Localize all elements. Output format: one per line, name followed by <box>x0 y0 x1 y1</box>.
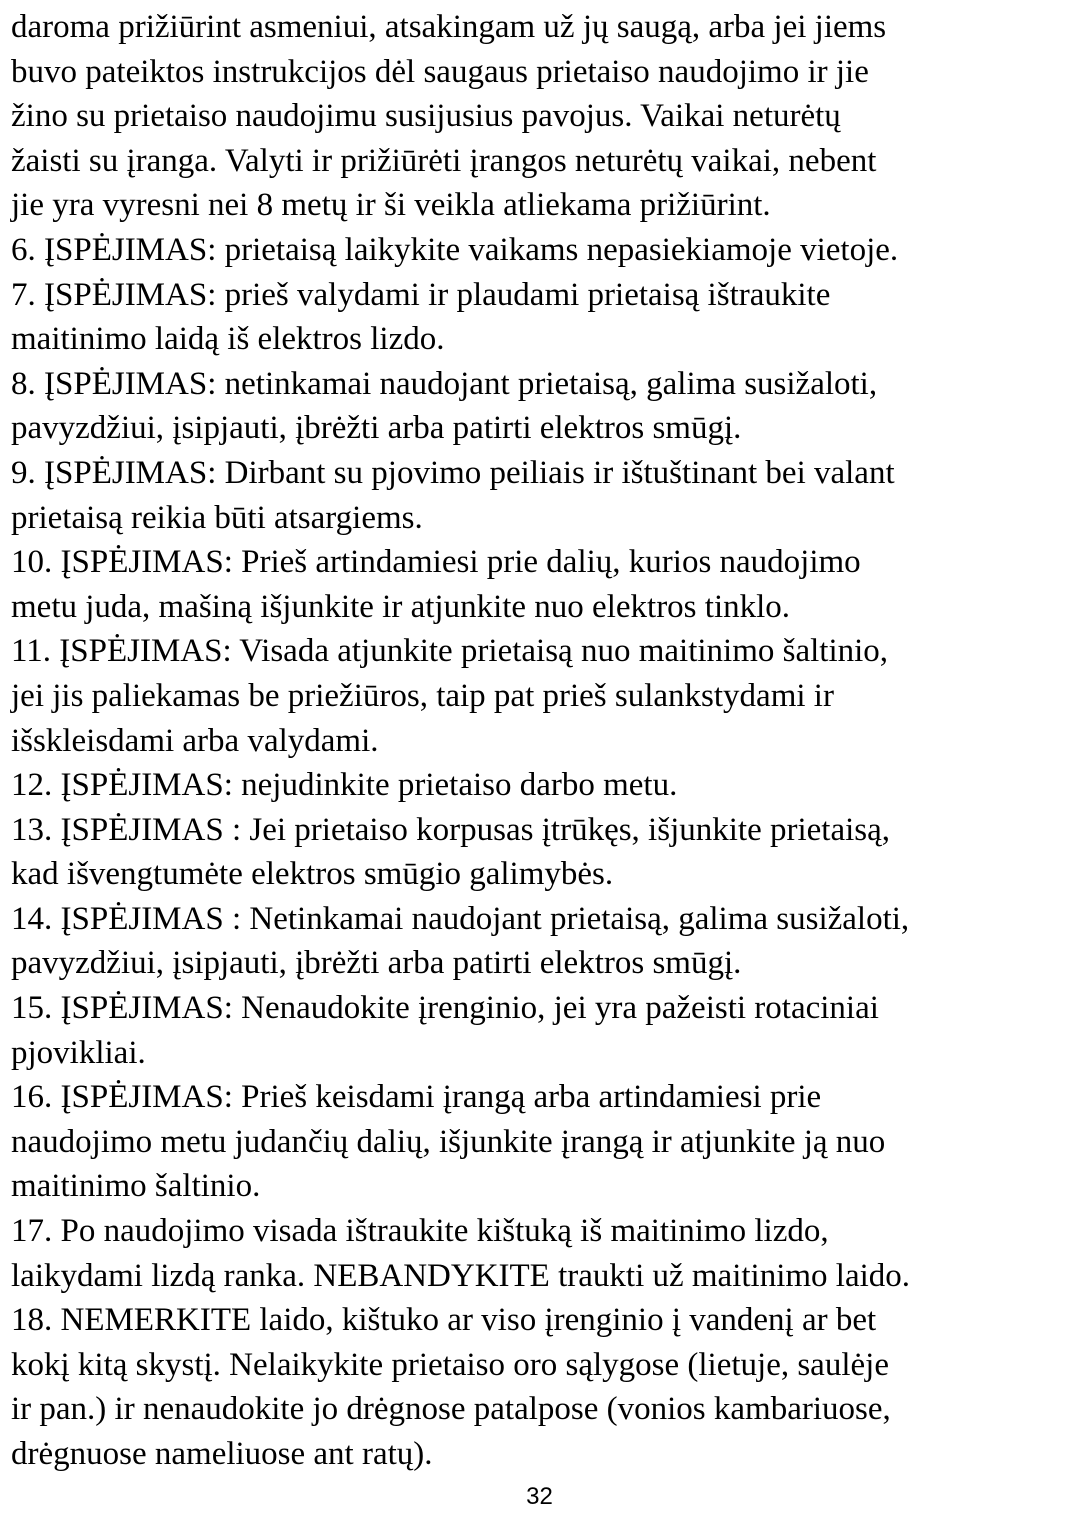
warning-item-10: 10. ĮSPĖJIMAS: Prieš artindamiesi prie dalių, kurios naudojimo metu juda, mašiną išjunkite ir atjunkite nuo elektros tinklo. <box>11 544 861 625</box>
warning-item-11: 11. ĮSPĖJIMAS: Visada atjunkite prietaisą nuo maitinimo šaltinio, jei jis paliekamas be priežiūros, taip pat prieš sulankstydami ir išskleisdami arba valydami. <box>11 633 889 759</box>
paragraph-intro-continuation: daroma prižiūrint asmeniui, atsakingam už jų saugą, arba jei jiems buvo pateiktos instrukcijos dėl saugaus prietaiso naudojimo ir jie žino su prietaiso naudojimu susijusius pavojus. Vaikai neturėtų žaisti su įranga. Valyti ir prižiūrėti įrangos neturėtų vaikai, nebent jie yra vyresni nei 8 metų ir ši veikla atliekama prižiūrint. <box>11 9 887 224</box>
warning-item-7: 7. ĮSPĖJIMAS: prieš valydami ir plaudami prietaisą ištraukite maitinimo laidą iš elektros lizdo. <box>11 276 831 358</box>
warning-item-16: 16. ĮSPĖJIMAS: Prieš keisdami įrangą arba artindamiesi prie naudojimo metu judančių dalių, išjunkite įrangą ir atjunkite ją nuo maitinimo šaltinio. <box>11 1079 886 1205</box>
warning-item-8: 8. ĮSPĖJIMAS: netinkamai naudojant prietaisą, galima susižaloti, pavyzdžiui, įsipjauti, įbrėžti arba patirti elektros smūgį. <box>11 365 878 447</box>
warning-item-14: 14. ĮSPĖJIMAS : Netinkamai naudojant prietaisą, galima susižaloti, pavyzdžiui, įsipjauti, įbrėžti arba patirti elektros smūgį. <box>11 900 910 982</box>
instruction-item-17: 17. Po naudojimo visada ištraukite kištuką iš maitinimo lizdo, laikydami lizdą ranka. NEBANDYKITE traukti už maitinimo laido. <box>11 1213 911 1294</box>
warning-item-15: 15. ĮSPĖJIMAS: Nenaudokite įrenginio, jei yra pažeisti rotaciniai pjovikliai. <box>11 990 879 1071</box>
warning-item-13: 13. ĮSPĖJIMAS : Jei prietaiso korpusas įtrūkęs, išjunkite prietaisą, kad išvengtumėte elektros smūgio galimybės. <box>11 811 890 893</box>
warning-item-12: 12. ĮSPĖJIMAS: nejudinkite prietaiso darbo metu. <box>11 767 678 804</box>
warning-item-6: 6. ĮSPĖJIMAS: prietaisą laikykite vaikams nepasiekiamoje vietoje. <box>11 231 899 268</box>
instruction-item-18: 18. NEMERKITE laido, kištuko ar viso įrenginio į vandenį ar bet kokį kitą skystį. Nelaikykite prietaiso oro sąlygose (lietuje, saulėje ir pan.) ir nenaudokite jo drėgnose patalpose (vonios kambariuose, drėgnuose nameliuose ant ratų). <box>11 1302 891 1472</box>
page-number: 32 <box>526 1483 553 1510</box>
document-body <box>11 5 1073 1477</box>
warning-item-9: 9. ĮSPĖJIMAS: Dirbant su pjovimo peiliais ir ištuštinant bei valant prietaisą reikia būti atsargiems. <box>11 454 895 536</box>
